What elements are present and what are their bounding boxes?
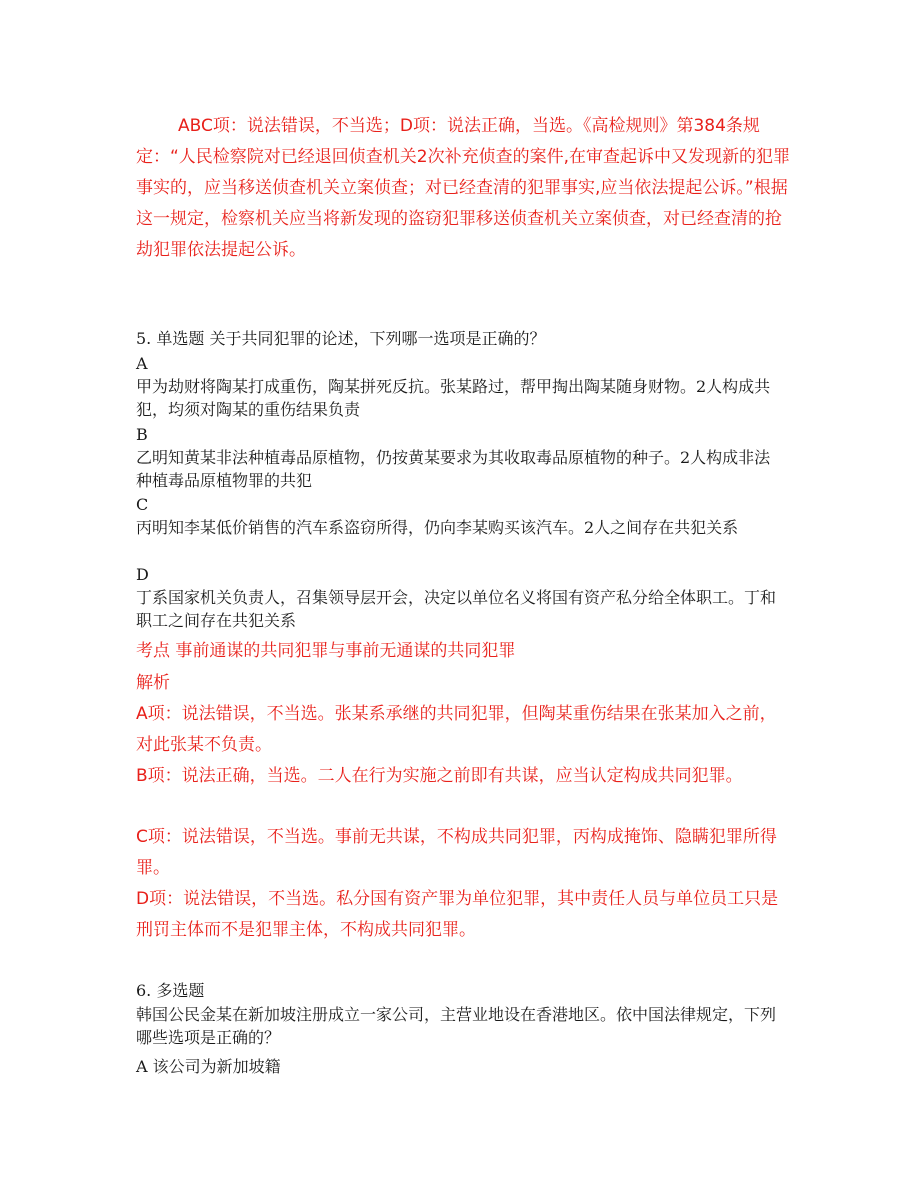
previous-answer-analysis: ABC项：说法错误，不当选；D项：说法正确，当选。《高检规则》第384条规定：“人民检察院对已经退回侦查机关2次补充侦查的案件,在审查起诉中又发现新的犯罪事实的，应当移送侦查机关立案侦查；对已经查清的犯罪事实,应当依法提起公诉。”根据这一规定，检察机关应当将新发现的盗窃犯罪移送侦查机关立案侦查，对已经查清的抢劫犯罪依法提起公诉。 [136,116,791,260]
option-a-letter: A [136,354,148,373]
option-c-text: 丙明知李某低价销售的汽车系盗窃所得，仍向李某购买该汽车。2人之间存在共犯关系 [136,518,739,537]
option-a-text: 甲为劫财将陶某打成重伤，陶某拼死反抗。张某路过，帮甲掏出陶某随身财物。2人构成共犯，均须对陶某的重伤结果负责 [136,377,771,419]
jiexi-heading: 解析 [136,673,170,693]
option-b-text: 乙明知黄某非法种植毒品原植物，仍按黄某要求为其收取毒品原植物的种子。2人构成非法种植毒品原植物罪的共犯 [136,448,771,490]
analysis-b: B项：说法正确，当选。二人在行为实施之前即有共谋，应当认定构成共同犯罪。 [136,766,743,786]
question-6-stem: 韩国公民金某在新加坡注册成立一家公司，主营业地设在香港地区。依中国法律规定，下列哪些选项是正确的？ [136,1005,777,1047]
option-c-letter: C [136,495,149,514]
kaodian-heading: 考点 事前通谋的共同犯罪与事前无通谋的共同犯罪 [136,641,516,661]
option-d-letter: D [136,565,149,584]
question-6-title: 6. 多选题 [136,981,205,1000]
option-d-text: 丁系国家机关负责人，召集领导层开会，决定以单位名义将国有资产私分给全体职工。丁和职工之间存在共犯关系 [136,588,777,630]
question-6-option-a: A 该公司为新加坡籍 [136,1057,281,1076]
option-b-letter: B [136,425,148,444]
analysis-c: C项：说法错误，不当选。事前无共谋，不构成共同犯罪，丙构成掩饰、隐瞒犯罪所得罪。 [136,827,777,878]
analysis-a: A项：说法错误，不当选。张某系承继的共同犯罪，但陶某重伤结果在张某加入之前，对此张某不负责。 [136,704,777,755]
analysis-d: D项：说法错误，不当选。私分国有资产罪为单位犯罪，其中责任人员与单位员工只是刑罚主体而不是犯罪主体，不构成共同犯罪。 [136,889,779,940]
question-5-title: 5. 单选题 关于共同犯罪的论述，下列哪一选项是正确的？ [136,329,546,348]
